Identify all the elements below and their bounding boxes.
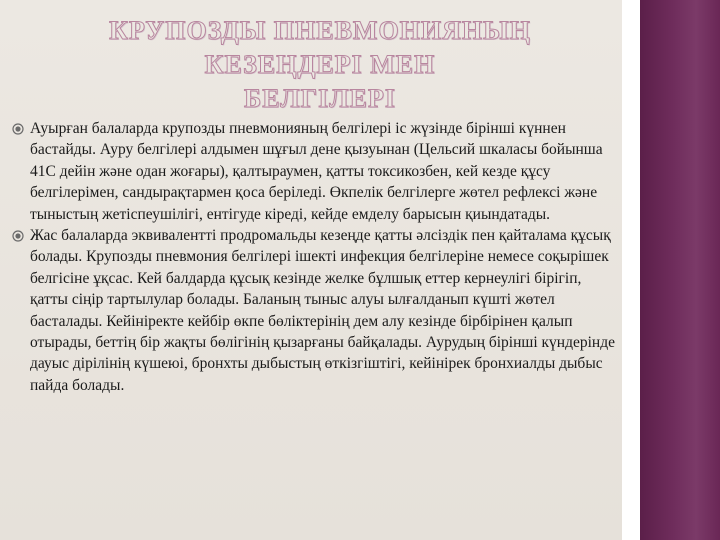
decorative-side-band [640,0,720,540]
circle-bullet-icon [12,123,24,135]
bullet-item-1 [8,118,618,225]
bullet-text-2: Жас балаларда эквивалентті продромальды кезеңде қатты әлсіздік пен қайталама құсық болады. Крупозды пневмония белгілері ішекті инфекция белгілеріне немесе соқырішек белгісіне ұқсас. Кей балдарда құсық кезінде желке бұлшық еттер кернеулігі бірігіп, қатты сіңір тартылулар болады. Баланың тыныс алуы ылғалданып күшті жөтел басталады. Кейініректе кейбір өкпе бөліктерінің дем алу кезінде бірбірінен қалып отырады, беттің бір жақты бөлігінің қызарғаны байқалады. Аурудың бірінші күндерінде дауыс дірілінің күшеюі, бронхты дыбыстың өткізгіштігі, кейінірек бронхиалды дыбыс пайда болады. [30,227,615,394]
slide-content [8,118,618,396]
side-white-strip [622,0,640,540]
bullet-item-2 [8,225,618,396]
bullet-text-1: Ауырған балаларда крупозды пневмонияның белгілері іс жүзінде бірінші күннен бастайды. Ауру белгілері алдымен шұғыл дене қызуынан (Цельсий шкаласы бойынша 41С дейін және одан жоғары), қалтыраумен, қатты токсикозбен, кей кезде құсу белгілерімен, сандырақтармен қоса беріледі. Өкпелік белгілерге жөтел рефлексі және тыныстың жетіспеушілігі, ентігуде кіреді, кейде емделу барысын қиындатады. [30,120,603,223]
circle-bullet-icon [12,230,24,242]
slide-title: КРУПОЗДЫ ПНЕВМОНИЯНЫҢ КЕЗЕҢДЕРІ МЕН БЕЛГІЛЕРІ [109,16,531,113]
